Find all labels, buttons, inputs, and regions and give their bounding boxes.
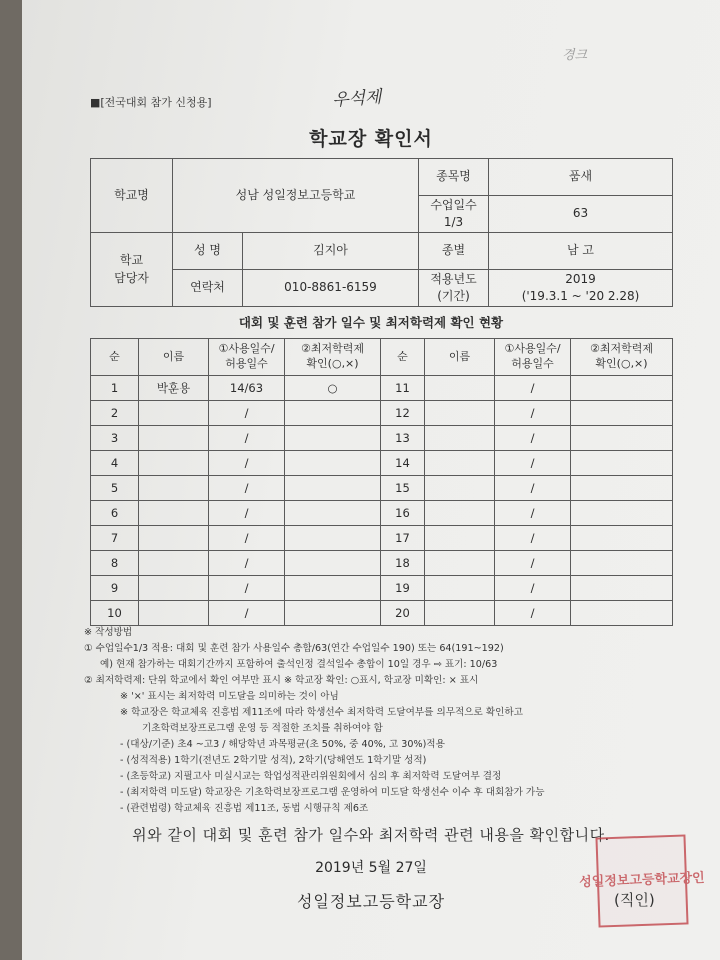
category-value: 남 고 [489, 233, 673, 270]
row-days: / [209, 526, 285, 551]
table-row [91, 576, 673, 601]
row-min-check: ○ [285, 376, 381, 401]
row-name [139, 476, 209, 501]
row-number: 7 [91, 526, 139, 551]
row-days: / [495, 551, 571, 576]
row-days: / [209, 601, 285, 626]
row-number: 2 [91, 401, 139, 426]
row-name [425, 551, 495, 576]
header-days-left [209, 339, 285, 376]
header-min-left [285, 339, 381, 376]
header-min-right [571, 339, 673, 376]
header-name-left: 이름 [139, 339, 209, 376]
header-no-right: 순 [381, 339, 425, 376]
row-days: / [495, 426, 571, 451]
row-number: 9 [91, 576, 139, 601]
form-type-label: ■[전국대회 참가 신청용] [90, 96, 212, 109]
row-min-check [571, 601, 673, 626]
row-min-check [285, 501, 381, 526]
participation-table [90, 338, 673, 626]
row-days: / [495, 601, 571, 626]
year-value-line2: ('19.3.1 ~ '20 2.28) [521, 289, 640, 303]
table-title: 대회 및 훈련 참가 일수 및 최저학력제 확인 현황 [238, 315, 504, 330]
row-min-check [285, 426, 381, 451]
year-label-line1: 적용년도 [430, 271, 477, 286]
note-line: 기초학력보장프로그램 운영 등 적절한 조치를 취하여야 함 [142, 723, 383, 734]
row-number: 11 [381, 376, 425, 401]
table-row [91, 451, 673, 476]
row-number: 14 [381, 451, 425, 476]
year-label [419, 270, 489, 307]
header-min-line2: 확인(○,×) [595, 357, 648, 370]
row-min-check [285, 451, 381, 476]
row-min-check [571, 401, 673, 426]
row-name [425, 501, 495, 526]
note-line: ※ 학교장은 학교체육 진흥법 제11조에 따라 학생선수 최저학력 도달여부를 의무적으로 확인하고 [120, 707, 523, 718]
row-number: 15 [381, 476, 425, 501]
row-name [425, 426, 495, 451]
row-number: 3 [91, 426, 139, 451]
school-days-value: 63 [489, 196, 673, 233]
table-row [91, 501, 673, 526]
row-name [425, 526, 495, 551]
table-row [91, 426, 673, 451]
row-number: 8 [91, 551, 139, 576]
row-name [139, 451, 209, 476]
contact-label-line1: 학교 [119, 253, 144, 268]
row-number: 13 [381, 426, 425, 451]
row-min-check [285, 401, 381, 426]
row-name [139, 601, 209, 626]
row-name [425, 451, 495, 476]
year-value-line1: 2019 [565, 271, 596, 286]
row-number: 20 [381, 601, 425, 626]
row-number: 5 [91, 476, 139, 501]
document-title: 학교장 확인서 [309, 128, 433, 150]
seal-placeholder-text: (직인) [614, 891, 655, 909]
row-number: 17 [381, 526, 425, 551]
school-info-table [90, 158, 673, 307]
row-min-check [285, 526, 381, 551]
corner-handwritten-mark: 경크 [562, 48, 588, 63]
header-min-line2: 확인(○,×) [306, 357, 359, 370]
row-min-check [571, 576, 673, 601]
school-days-label-line2: 1/3 [443, 215, 464, 229]
row-number: 18 [381, 551, 425, 576]
table-row [91, 551, 673, 576]
note-line: - (초등학교) 지필고사 미실시교는 학업성적관리위원회에서 심의 후 최저학력 도달여부 결정 [120, 771, 502, 782]
row-number: 12 [381, 401, 425, 426]
row-days: / [209, 551, 285, 576]
note-line: - (관련법령) 학교체육 진흥법 제11조, 동법 시행규칙 제6조 [120, 803, 369, 814]
row-name [425, 376, 495, 401]
official-seal: 성일정보고등학교장인 [595, 834, 688, 927]
phone-label: 연락처 [173, 270, 243, 307]
row-min-check [571, 451, 673, 476]
row-number: 16 [381, 501, 425, 526]
header-days-line2: 허용일수 [225, 357, 268, 370]
note-line: - (성적적용) 1학기(전년도 2학기말 성적), 2학기(당해연도 1학기말 성적) [120, 755, 427, 766]
table-row [91, 601, 673, 626]
phone-value: 010-8861-6159 [243, 270, 419, 307]
header-days-right [495, 339, 571, 376]
issue-date: 2019년 5월 27일 [315, 860, 427, 876]
row-number: 1 [91, 376, 139, 401]
row-min-check [285, 601, 381, 626]
header-no-left: 순 [91, 339, 139, 376]
row-name [139, 501, 209, 526]
row-number: 19 [381, 576, 425, 601]
row-name [425, 401, 495, 426]
table-row [91, 376, 673, 401]
row-min-check [285, 551, 381, 576]
note-line: - (대상/기준) 초4 ~고3 / 해당학년 과목평균(초 50%, 중 40%, 고 30%)적용 [120, 739, 445, 750]
header-days-line1: ①사용일수/ [504, 342, 561, 356]
category-label: 종별 [419, 233, 489, 270]
row-name [425, 576, 495, 601]
document-page [22, 0, 720, 960]
row-min-check [571, 376, 673, 401]
year-label-line2: (기간) [437, 289, 470, 303]
table-row [91, 476, 673, 501]
row-days: / [495, 451, 571, 476]
note-line: ② 최저학력제: 단위 학교에서 확인 여부만 표시 ※ 학교장 확인: ○표시, 학교장 미확인: × 표시 [84, 675, 479, 686]
name-label: 성 명 [173, 233, 243, 270]
note-line: - (최저학력 미도달) 학교장은 기초학력보장프로그램 운영하여 미도달 학생선수 이수 후 대회참가 가능 [120, 787, 545, 798]
row-days: / [209, 451, 285, 476]
row-name [425, 476, 495, 501]
header-days-line2: 허용일수 [511, 357, 554, 370]
table-row [91, 401, 673, 426]
row-days: / [495, 476, 571, 501]
contact-person-label [91, 233, 173, 307]
row-days: / [209, 501, 285, 526]
sport-label: 종목명 [419, 159, 489, 196]
note-line: ① 수업일수1/3 적용: 대회 및 훈련 참가 사용일수 총합/63(연간 수업일수 190) 또는 64(191~192) [84, 643, 504, 654]
row-days: / [209, 576, 285, 601]
row-name [139, 551, 209, 576]
row-name [139, 426, 209, 451]
principal-title: 성일정보고등학교장 [296, 892, 446, 911]
row-min-check [571, 551, 673, 576]
header-min-line1: ②최저학력제 [301, 342, 364, 356]
sport-value: 품새 [489, 159, 673, 196]
row-days: / [209, 401, 285, 426]
header-min-line1: ②최저학력제 [590, 342, 653, 356]
row-name [139, 401, 209, 426]
note-line: 예) 현재 참가하는 대회기간까지 포함하여 출석인정 결석일수 총합이 10일 경우 ⇨ 표기: 10/63 [100, 659, 498, 670]
row-name [139, 526, 209, 551]
school-days-label-line1: 수업일수 [430, 197, 477, 212]
row-name [139, 576, 209, 601]
row-number: 4 [91, 451, 139, 476]
row-days: 14/63 [209, 376, 285, 401]
row-min-check [571, 426, 673, 451]
note-line: ※ 작성방법 [84, 627, 133, 638]
row-days: / [209, 476, 285, 501]
writing-instructions [84, 625, 714, 817]
row-days: / [495, 501, 571, 526]
row-days: / [495, 376, 571, 401]
table-row [91, 526, 673, 551]
row-days: / [495, 401, 571, 426]
header-name-right: 이름 [425, 339, 495, 376]
header-days-line1: ①사용일수/ [218, 342, 275, 356]
row-name [425, 601, 495, 626]
row-min-check [571, 526, 673, 551]
row-days: / [495, 526, 571, 551]
row-min-check [285, 476, 381, 501]
row-number: 6 [91, 501, 139, 526]
row-number: 10 [91, 601, 139, 626]
table-header-row [91, 339, 673, 376]
note-line: ※ '×' 표시는 최저학력 미도달을 의미하는 것이 아님 [120, 691, 339, 702]
school-days-label [419, 196, 489, 233]
row-days: / [209, 426, 285, 451]
school-name: 성남 성일정보고등학교 [173, 159, 419, 233]
contact-label-line2: 담당자 [114, 270, 149, 285]
confirmation-statement: 위와 같이 대회 및 훈련 참가 일수와 최저학력 관련 내용을 확인합니다. [132, 826, 610, 844]
row-min-check [571, 476, 673, 501]
handwritten-name: 우석제 [331, 87, 383, 111]
row-min-check [571, 501, 673, 526]
school-label: 학교명 [91, 159, 173, 233]
name-value: 김지아 [243, 233, 419, 270]
row-days: / [495, 576, 571, 601]
row-name: 박훈용 [139, 376, 209, 401]
year-value [489, 270, 673, 307]
row-min-check [285, 576, 381, 601]
